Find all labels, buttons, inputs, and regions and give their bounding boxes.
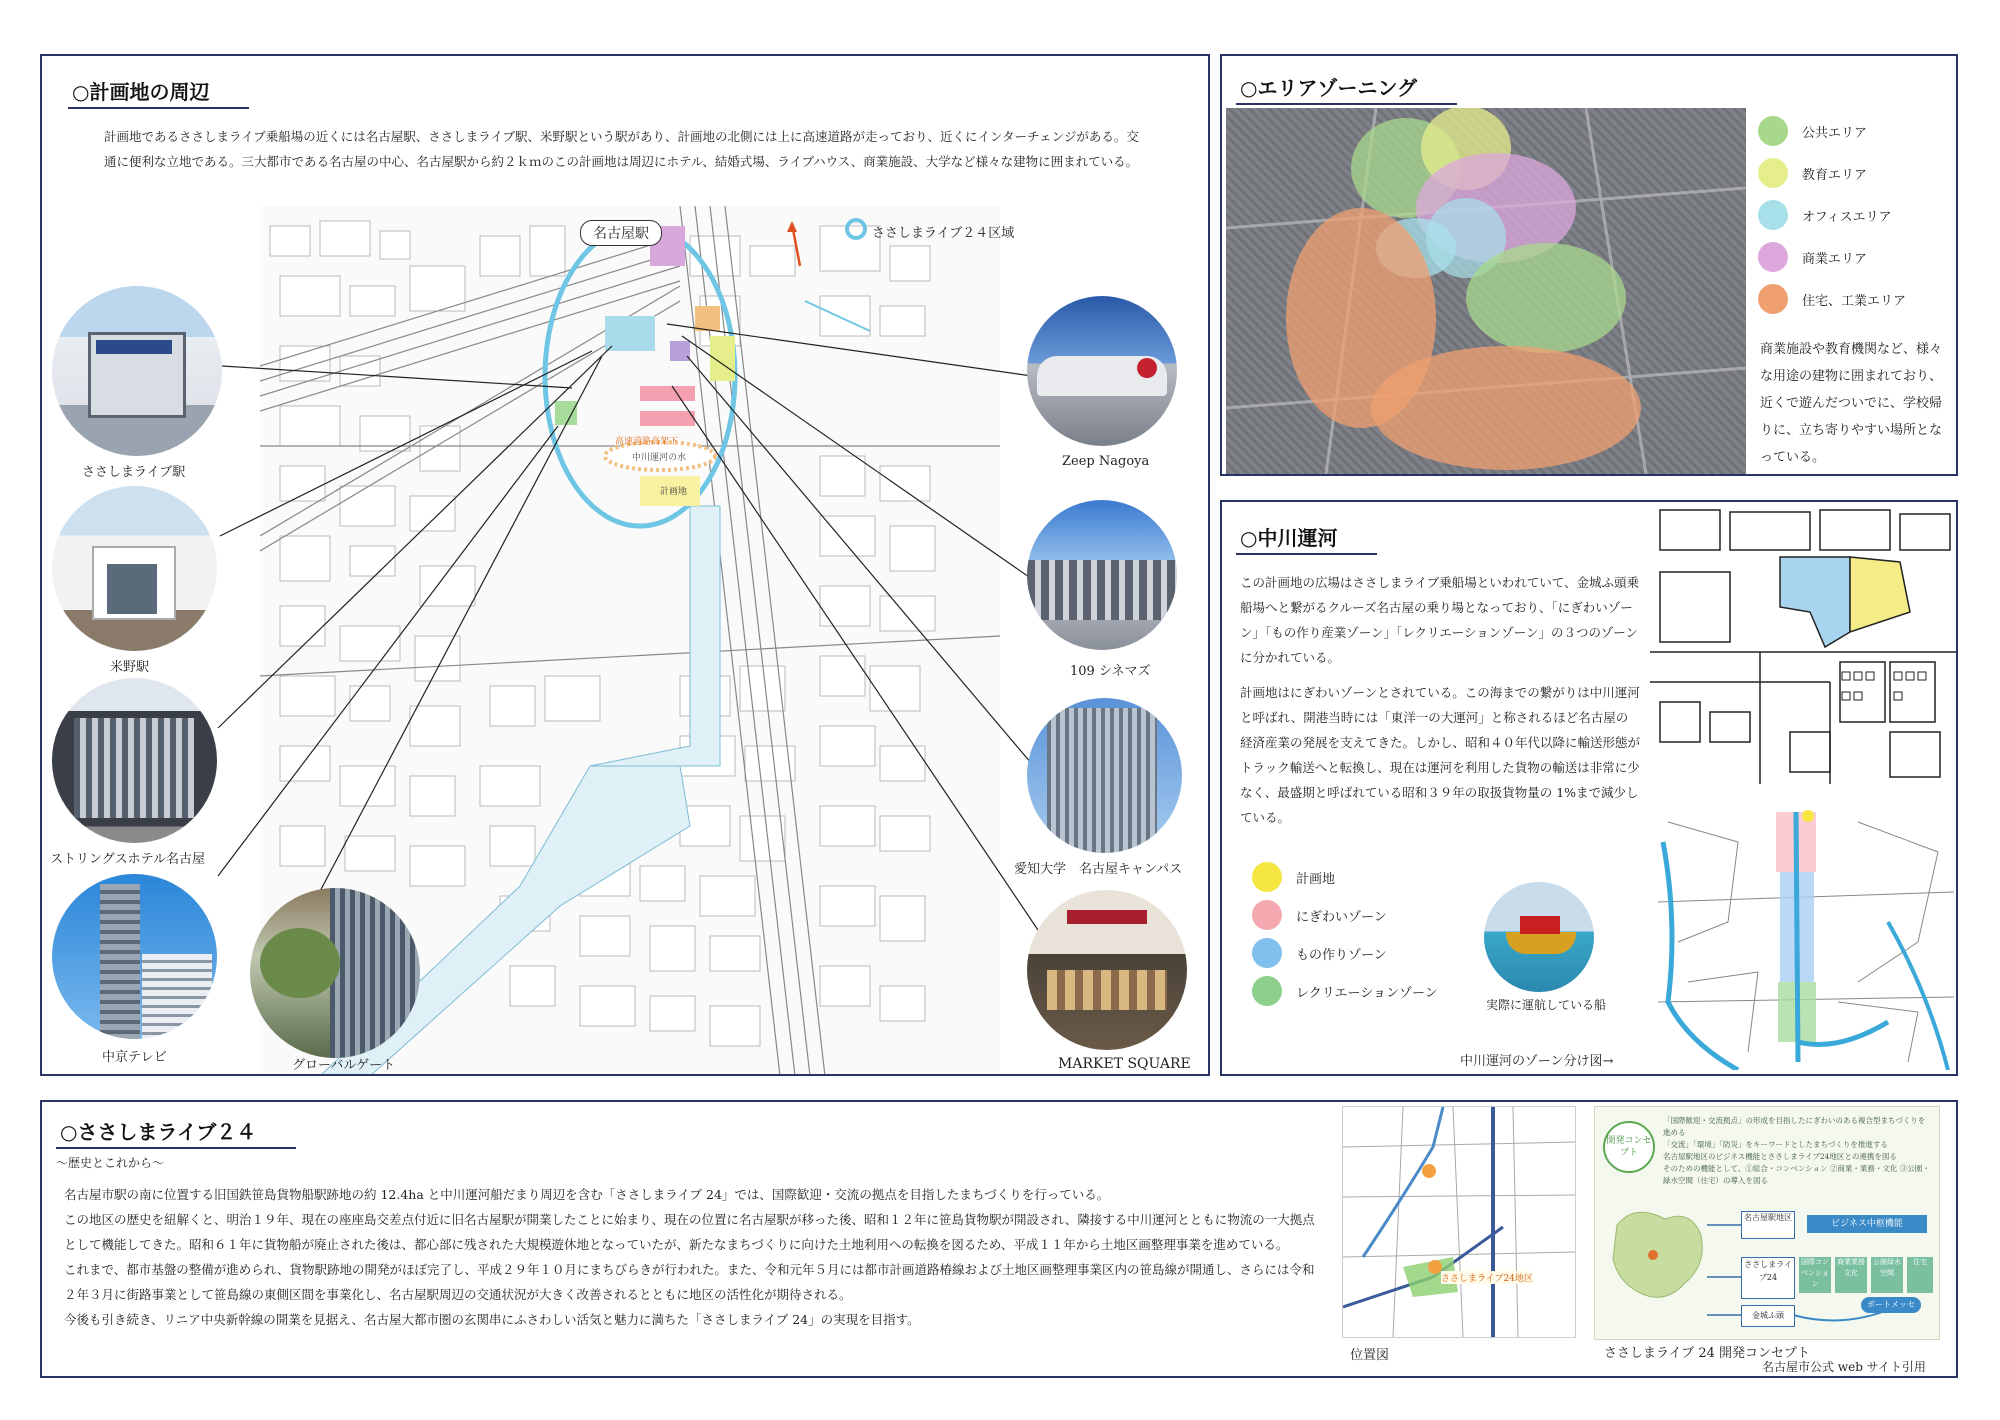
location-svg [1343, 1107, 1575, 1337]
legend-swatch [1252, 862, 1282, 892]
legend-swatch [1758, 242, 1788, 272]
photo-chukyo-tv [52, 874, 217, 1039]
zoning-panel [1220, 54, 1958, 476]
live24-paragraph-4: 今後も引き続き、リニア中央新幹線の開業を見据え、名古屋大都市圏の玄関串にふさわしい活気と魅力に満ちた「ささしまライブ 24」の実現を目指す。 [64, 1312, 920, 1327]
canal-zone-map-top [1650, 502, 1956, 784]
caption-strings-hotel: ストリングスホテル名古屋 [50, 852, 205, 867]
caption-global-gate: グローバルゲート [292, 1058, 396, 1073]
photo-aichi-univ [1027, 698, 1182, 853]
legend-label: オフィスエリア [1802, 209, 1892, 225]
legend-swatch [1252, 900, 1282, 930]
surroundings-title: ○計画地の周辺 [68, 76, 249, 109]
concept-box-station: 名古屋駅地区 [1741, 1211, 1795, 1239]
concept-bullet-4: そのための機能として、①総合・コンベンション ②商業・業務・文化 ③公園・緑水空間（住宅）の導入を図る [1663, 1164, 1930, 1185]
photo-cinemas [1027, 500, 1177, 650]
photo-zepp [1027, 296, 1177, 446]
zoning-legend-item [1758, 116, 1867, 146]
live24-subtitle: 〜歴史とこれから〜 [56, 1156, 165, 1170]
canal-panel [1220, 500, 1958, 1076]
legend-label: 商業エリア [1802, 251, 1868, 267]
legend-label: 公共エリア [1802, 125, 1868, 141]
zoning-aerial-map [1226, 108, 1746, 474]
concept-box-business: ビジネス中枢機能 [1807, 1215, 1927, 1233]
live24-body [64, 1182, 1326, 1332]
photo-komeno-station [52, 486, 217, 651]
site-label: 計画地 [660, 487, 688, 497]
canal-map-caption: 中川運河のゾーン分け図→ [1460, 1054, 1614, 1069]
concept-box-port: ポートメッセ [1861, 1297, 1921, 1313]
canal-bottom-svg [1658, 802, 1954, 1070]
caption-zepp: Zeep Nagoya [1062, 454, 1150, 469]
legend-label: 教育エリア [1802, 167, 1868, 183]
zone-legend-label: ささしまライブ２４区域 [872, 226, 1015, 241]
concept-zone-1: 国際コンベンション [1799, 1257, 1831, 1293]
legend-swatch [1758, 200, 1788, 230]
concept-bullet-3: 名古屋駅地区のビジネス機能とささしまライブ24地区との連携を図る [1663, 1152, 1897, 1161]
legend-label: 住宅、工業エリア [1802, 293, 1907, 309]
zoning-svg [1226, 108, 1746, 474]
source-caption: 名古屋市公式 web サイト引用 [1762, 1360, 1926, 1374]
caption-aichi-univ: 愛知大学 名古屋キャンパス [1014, 862, 1183, 877]
caption-cinemas: 109 シネマズ [1070, 664, 1151, 679]
photo-boat [1484, 882, 1594, 992]
photo-strings-hotel [52, 678, 217, 843]
canal-text-1: この計画地の広場はささしまライブ乗船場といわれていて、金城ふ頭乗船場へと繋がるクルーズ名古屋の乗り場となっており、「にぎわいゾーン」「もの作り産業ゾーン」「レクリエーションゾーン」の３つのゾーンに分かれている。 [1240, 575, 1640, 665]
legend-swatch [1758, 158, 1788, 188]
live24-title: ○ささしまライブ２４ [56, 1116, 296, 1149]
zoning-legend-item [1758, 200, 1892, 230]
location-label: ささしまライブ24地区 [1441, 1271, 1533, 1284]
concept-box-kinjo: 金城ふ頭 [1741, 1305, 1795, 1327]
expressway-label: 高速道路高架下 [615, 437, 679, 447]
canal-text-2: 計画地はにぎわいゾーンとされている。この海までの繋がりは中川運河と呼ばれ、開港当時には「東洋一の大運河」と称されるほど名古屋の経済産業の発展を支えてきた。しかし、昭和４０年代以降に輸送形態がトラック輸送へと転換し、現在は運河を利用した貨物の輸送は非常に少なく、最盛期と呼ばれている昭和３９年の取扱貨物量の 1%まで減少している。 [1240, 685, 1641, 825]
zoning-title: ○エリアゾーニング [1236, 72, 1457, 105]
surroundings-panel [40, 54, 1210, 1076]
legend-swatch [1758, 116, 1788, 146]
concept-zone-2: 商業業務文化 [1835, 1257, 1867, 1293]
canal-top-svg [1650, 502, 1956, 784]
live24-paragraph-3: これまで、都市基盤の整備が進められ、貨物駅跡地の開発がほぼ完了し、平成２９年１０月にまちびらきが行われた。また、令和元年５月には都市計画道路椿線および土地区画整理事業区内の笹島線が開通し、さらには令和２年３月に街路事業として笹島線の東側区間を事業化し、名古屋駅周辺の交通状況が大きく改善されるとともに地区の活性化が期待される。 [64, 1262, 1315, 1302]
photo-global-gate [250, 888, 420, 1058]
photo-market-square [1027, 890, 1187, 1050]
caption-market-square: MARKET SQUARE [1058, 1056, 1191, 1072]
concept-box-sasashima: ささしまライブ24 [1741, 1257, 1795, 1299]
nagoya-station-label: 名古屋駅 [580, 220, 662, 246]
live24-paragraph-1: 名古屋市駅の南に位置する旧国鉄笹島貨物船駅跡地の約 12.4ha と中川運河船だまり周辺を含む「ささしまライブ 24」では、国際歓迎・交流の拠点を目指したまちづくりを行っている。 [64, 1187, 1110, 1202]
canal-legend-item [1252, 938, 1387, 968]
concept-bullet-1: 「国際歓迎・交流拠点」の形成を目指したにぎわいのある複合型まちづくりを進める [1663, 1116, 1926, 1137]
zoning-legend-item [1758, 242, 1867, 272]
legend-label: レクリエーションゾーン [1296, 985, 1438, 1001]
zoning-legend-item [1758, 284, 1906, 314]
caption-sasashima-station: ささしまライブ駅 [82, 465, 186, 480]
concept-diagram [1594, 1106, 1940, 1340]
concept-zone-4: 住宅 [1907, 1257, 1933, 1293]
concept-badge: 開発コンセプト [1603, 1121, 1655, 1173]
legend-label: 計画地 [1296, 871, 1336, 887]
live24-paragraph-2: この地区の歴史を紐解くと、明治１９年、現在の座座島交差点付近に旧名古屋駅が開業したことに始まり、現在の位置に名古屋駅が移った後、昭和１２年に笹島貨物駅が開設され、隣接する中川運河とともに物流の一大拠点として機能してきた。昭和６１年に貨物船が廃止された後は、都心部に残された大規模遊休地となっていたが、新たなまちづくりに向けた土地利用への転換を図るため、平成１１年から土地区画整理事業を進めている。 [64, 1212, 1315, 1252]
zoning-legend-item [1758, 158, 1867, 188]
live24-panel [40, 1100, 1958, 1378]
legend-label: もの作りゾーン [1296, 947, 1387, 963]
photo-sasashima-station [52, 286, 222, 456]
concept-zone-3: 公園緑水空間 [1871, 1257, 1903, 1293]
canal-legend-item [1252, 976, 1438, 1006]
concept-bullet-2: 「交流」「環境」「防災」をキーワードとしたまちづくりを推進する [1663, 1140, 1888, 1149]
caption-komeno-station: 米野駅 [110, 660, 150, 675]
concept-caption: ささしまライブ 24 開発コンセプト [1604, 1346, 1811, 1361]
caption-chukyo-tv: 中京テレビ [102, 1050, 167, 1065]
legend-label: にぎわいゾーン [1296, 909, 1387, 925]
canal-legend-item [1252, 900, 1387, 930]
zoning-text: 商業施設や教育機関など、様々な用途の建物に囲まれており、近くで遊んだついでに、学校帰りに、立ち寄りやすい場所となっている。 [1760, 342, 1943, 465]
canal-zone-map-bottom [1658, 802, 1954, 1070]
location-caption: 位置図 [1350, 1348, 1390, 1363]
caption-boat: 実際に運航している船 [1486, 998, 1607, 1012]
canal-legend-item [1252, 862, 1335, 892]
legend-swatch [1758, 284, 1788, 314]
legend-swatch [1252, 976, 1282, 1006]
surroundings-text: 計画地であるささしまライブ乗船場の近くには名古屋駅、ささしまライブ駅、米野駅という駅があり、計画地の北側には上に高速道路が走っており、近くにインターチェンジがある。交通に便利な立地である。三大都市である名古屋の中心、名古屋駅から約２ｋｍのこの計画地は周辺にホテル、結婚式場、ライブハウス、商業施設、大学など様々な建物に囲まれている。 [104, 129, 1139, 169]
canal-label: 中川運河の水 [632, 453, 687, 463]
canal-title: ○中川運河 [1236, 522, 1377, 555]
legend-swatch [1252, 938, 1282, 968]
location-map [1342, 1106, 1576, 1338]
